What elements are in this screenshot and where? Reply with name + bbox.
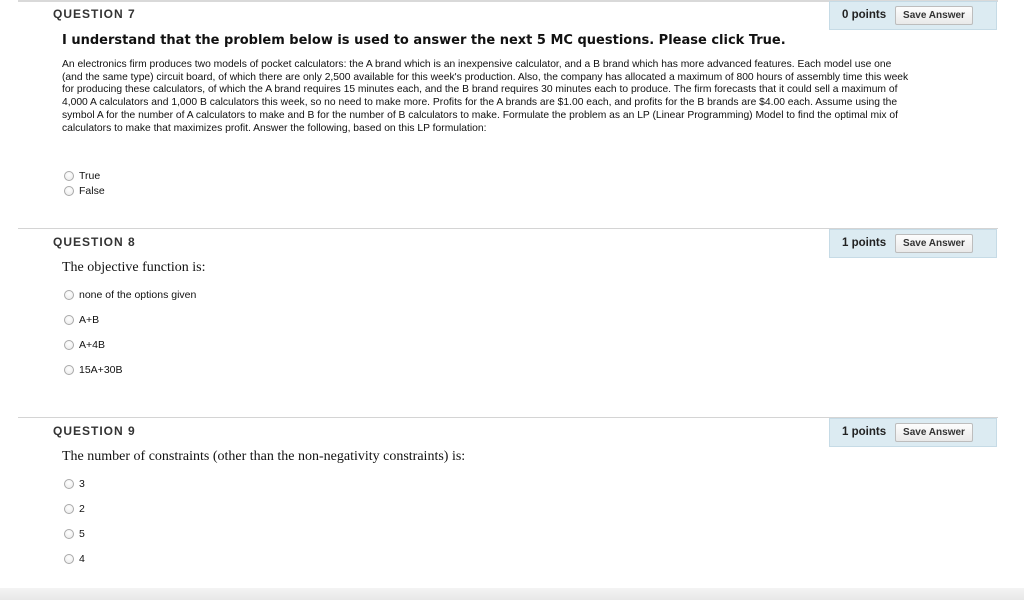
radio-button[interactable] (64, 171, 74, 181)
points-panel (829, 229, 997, 258)
option-true[interactable] (64, 169, 100, 182)
body-line: symbol A for the number of A calculators to make and B for the number of B calculators to make. Formulate the problem as an LP (Linear Programming) Model to find the optimal mix of (62, 109, 898, 121)
option-label: 5 (79, 527, 85, 540)
points-panel (829, 1, 997, 30)
question-prompt: The number of constraints (other than the non-negativity constraints) is: (62, 449, 466, 464)
question-prompt: The objective function is: (62, 260, 206, 275)
radio-button[interactable] (64, 504, 74, 514)
points-panel (829, 418, 997, 447)
save-answer-button[interactable]: Save Answer (895, 423, 973, 442)
option-4[interactable] (64, 552, 85, 565)
option-label: 15A+30B (79, 363, 123, 376)
question-label: QUESTION 9 (53, 424, 136, 438)
question-label: QUESTION 8 (53, 235, 136, 249)
option-false[interactable] (64, 184, 105, 197)
question-label: QUESTION 7 (53, 7, 136, 21)
radio-button[interactable] (64, 529, 74, 539)
option-4[interactable] (64, 363, 123, 376)
question-title: I understand that the problem below is used to answer the next 5 MC questions. Please click True. (62, 33, 786, 48)
radio-button[interactable] (64, 340, 74, 350)
option-3[interactable] (64, 338, 105, 351)
option-2[interactable] (64, 502, 85, 515)
option-label: True (79, 169, 101, 182)
points-value: 1 points (842, 426, 887, 438)
points-value: 0 points (842, 9, 887, 21)
option-3[interactable] (64, 527, 85, 540)
option-label: none of the options given (79, 288, 197, 301)
radio-button[interactable] (64, 554, 74, 564)
option-2[interactable] (64, 313, 99, 326)
save-answer-button[interactable]: Save Answer (895, 234, 973, 253)
body-line: calculators to make that maximizes profit. Answer the following, based on this LP formulation: (62, 122, 487, 134)
option-1[interactable] (64, 288, 196, 301)
bottom-bar (0, 588, 1024, 600)
question-8 (18, 228, 998, 417)
option-label: A+B (79, 313, 100, 326)
option-label: A+4B (79, 338, 105, 351)
option-label: 2 (79, 502, 85, 515)
question-body (62, 59, 974, 135)
radio-button[interactable] (64, 186, 74, 196)
option-label: 4 (79, 552, 85, 565)
body-line: for producing these calculators, of which the A brand requires 15 minutes each, and the B brand requires 30 minutes each to produce. The firm forecasts that it could sell a maximum of (62, 84, 898, 96)
body-line: 4,000 A calculators and 1,000 B calculators this week, so no need to make more. Profits for the A brands are $1.00 each, and profits for the B brands are $4.00 each. Assume using the (62, 97, 898, 109)
option-label: 3 (79, 477, 85, 490)
radio-button[interactable] (64, 315, 74, 325)
question-9 (18, 417, 998, 588)
option-label: False (79, 184, 105, 197)
points-value: 1 points (842, 237, 887, 249)
radio-button[interactable] (64, 365, 74, 375)
radio-button[interactable] (64, 290, 74, 300)
option-1[interactable] (64, 477, 85, 490)
body-line: An electronics firm produces two models of pocket calculators: the A brand which is an inexpensive calculator, and a B brand which has more advanced features. Each model use one (62, 59, 892, 70)
body-line: (and the same type) circuit board, of which there are only 2,500 available for this week's production. Also, the company has allocated a maximum of 800 hours of assembly time this week (62, 71, 909, 83)
radio-button[interactable] (64, 479, 74, 489)
save-answer-button[interactable]: Save Answer (895, 6, 973, 25)
question-7 (18, 0, 998, 228)
